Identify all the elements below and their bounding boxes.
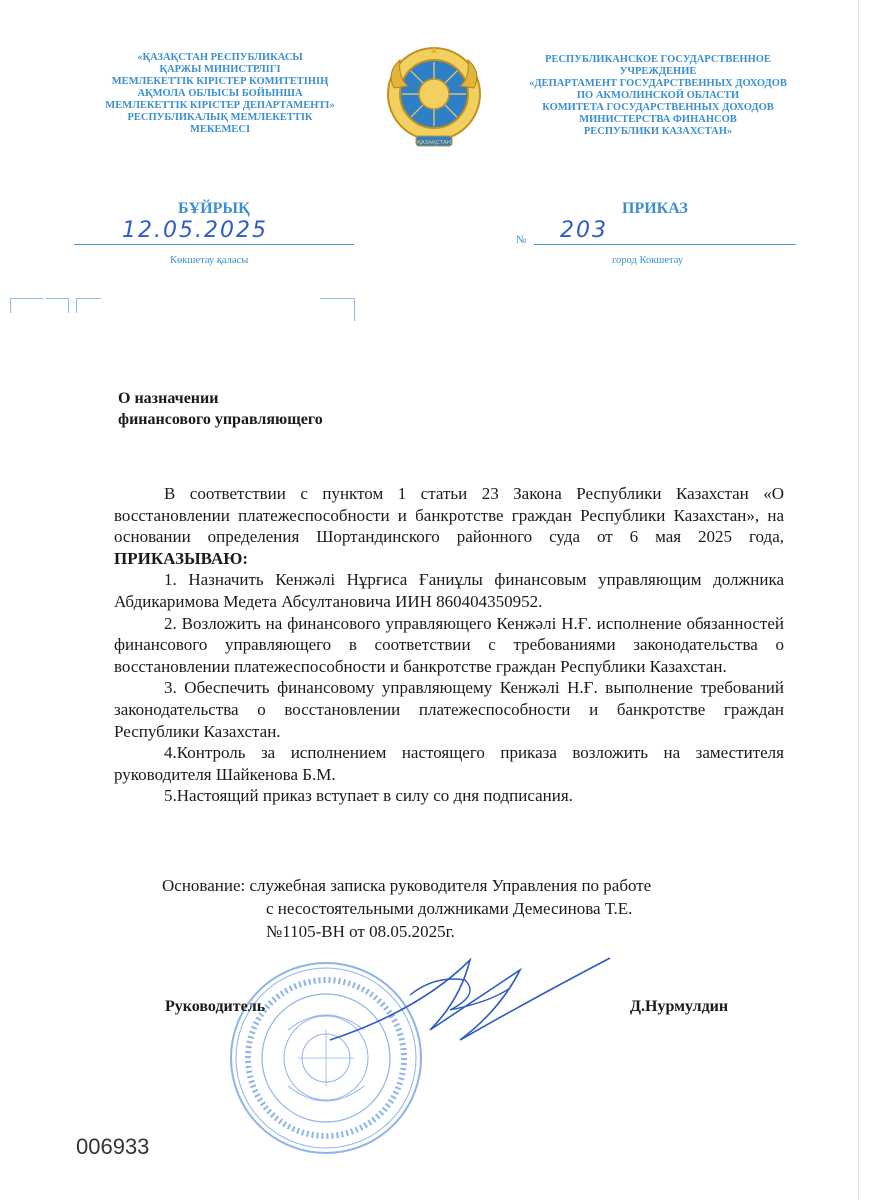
- header-kz-line: МЕМЛЕКЕТТІК КІРІСТЕР КОМИТЕТІНІҢ: [111, 76, 329, 87]
- subject-line: О назначении: [118, 390, 219, 407]
- header-kz-line: «ҚАЗАҚСТАН РЕСПУБЛИКАСЫ: [137, 52, 303, 63]
- header-kz-line: ҚАРЖЫ МИНИСТРЛІГІ: [159, 64, 281, 75]
- order-body: [114, 483, 784, 807]
- corner-mark: [320, 298, 355, 321]
- subject-line: финансового управляющего: [118, 411, 323, 428]
- basis-line: №1105-ВН от 08.05.2025г.: [266, 922, 455, 941]
- header-ru-line: ПО АКМОЛИНСКОЙ ОБЛАСТИ: [576, 90, 740, 101]
- city-kz: Көкшетау қаласы: [170, 255, 249, 266]
- corner-mark: [46, 298, 69, 313]
- state-emblem-icon: [384, 42, 484, 154]
- signature-icon: [260, 940, 620, 1050]
- order-date: 12.05.2025: [122, 218, 268, 243]
- header-kz: [80, 52, 360, 136]
- order-item: 5.Настоящий приказ вступает в силу со дня подписания.: [164, 786, 573, 806]
- subject: [118, 388, 323, 430]
- date-line: [74, 244, 354, 245]
- header-ru-line: УЧРЕЖДЕНИЕ: [619, 66, 697, 77]
- body-intro: [114, 483, 784, 569]
- city-ru: город Кокшетау: [612, 255, 684, 266]
- header-kz-line: МЕКЕМЕСІ: [189, 124, 251, 135]
- doc-type-kz: БҰЙРЫҚ: [178, 200, 250, 217]
- number-line: [534, 244, 796, 245]
- header-ru-line: РЕСПУБЛИКАНСКОЕ ГОСУДАРСТВЕННОЕ: [545, 54, 771, 65]
- header-ru-line: РЕСПУБЛИКИ КАЗАХСТАН»: [583, 126, 733, 137]
- signatory-name: Д.Нурмулдин: [630, 998, 729, 1015]
- emblem-label: ҚАЗАҚСТАН: [417, 140, 451, 146]
- page-edge: [858, 0, 859, 1200]
- order-item: 3. Обеспечить финансовому управляющему Кенжәлі Н.Ғ. выполнение требований законодательства о восстановлении платежеспособности и банкротстве граждан Республики Казахстан.: [114, 678, 784, 741]
- order-item: 2. Возложить на финансового управляющего Кенжәлі Н.Ғ. исполнение обязанностей финансового управляющего в соответствии с требованиями законодательства о восстановлении платежеспособности и банкротстве граждан Республики Казахстан.: [114, 613, 784, 676]
- header-ru-line: КОМИТЕТА ГОСУДАРСТВЕННЫХ ДОХОДОВ: [542, 102, 774, 113]
- doc-type-ru: ПРИКАЗ: [622, 200, 688, 217]
- header-ru-line: МИНИСТЕРСТВА ФИНАНСОВ: [579, 114, 737, 125]
- basis: [162, 874, 762, 943]
- body-intro-bold: ПРИКАЗЫВАЮ:: [114, 548, 249, 568]
- corner-mark: [10, 298, 43, 313]
- header-kz-line: МЕМЛЕКЕТТІК КІРІСТЕР ДЕПАРТАМЕНТІ»: [105, 100, 335, 111]
- corner-mark: [76, 298, 101, 313]
- header-ru: [508, 54, 808, 138]
- body-intro-text: В соответствии с пунктом 1 статьи 23 Закона Республики Казахстан «О восстановлении платежеспособности и банкротстве граждан Республики Казахстан», на основании определения Шортандинского районного суда от 6 мая 2025 года,: [114, 484, 784, 547]
- header-kz-line: РЕСПУБЛИКАЛЫҚ МЕМЛЕКЕТТІК: [127, 112, 313, 123]
- basis-line: Основание: служебная записка руководителя Управления по работе: [162, 876, 652, 895]
- number-sign: №: [516, 234, 527, 246]
- order-item: 1. Назначить Кенжәлі Нұрғиса Ғаниұлы финансовым управляющим должника Абдикаримова Медета Абсултановича ИИН 860404350952.: [114, 570, 784, 611]
- registration-number: 006933: [76, 1134, 150, 1159]
- header-ru-line: «ДЕПАРТАМЕНТ ГОСУДАРСТВЕННЫХ ДОХОДОВ: [529, 78, 787, 89]
- order-number: 203: [560, 218, 608, 243]
- header-kz-line: АҚМОЛА ОБЛЫСЫ БОЙЫНША: [137, 88, 303, 99]
- order-item: 4.Контроль за исполнением настоящего приказа возложить на заместителя руководителя Шайкенова Б.М.: [114, 743, 784, 784]
- basis-line: с несостоятельными должниками Демесинова Т.Е.: [266, 899, 633, 918]
- signatory-role: Руководитель: [165, 998, 266, 1015]
